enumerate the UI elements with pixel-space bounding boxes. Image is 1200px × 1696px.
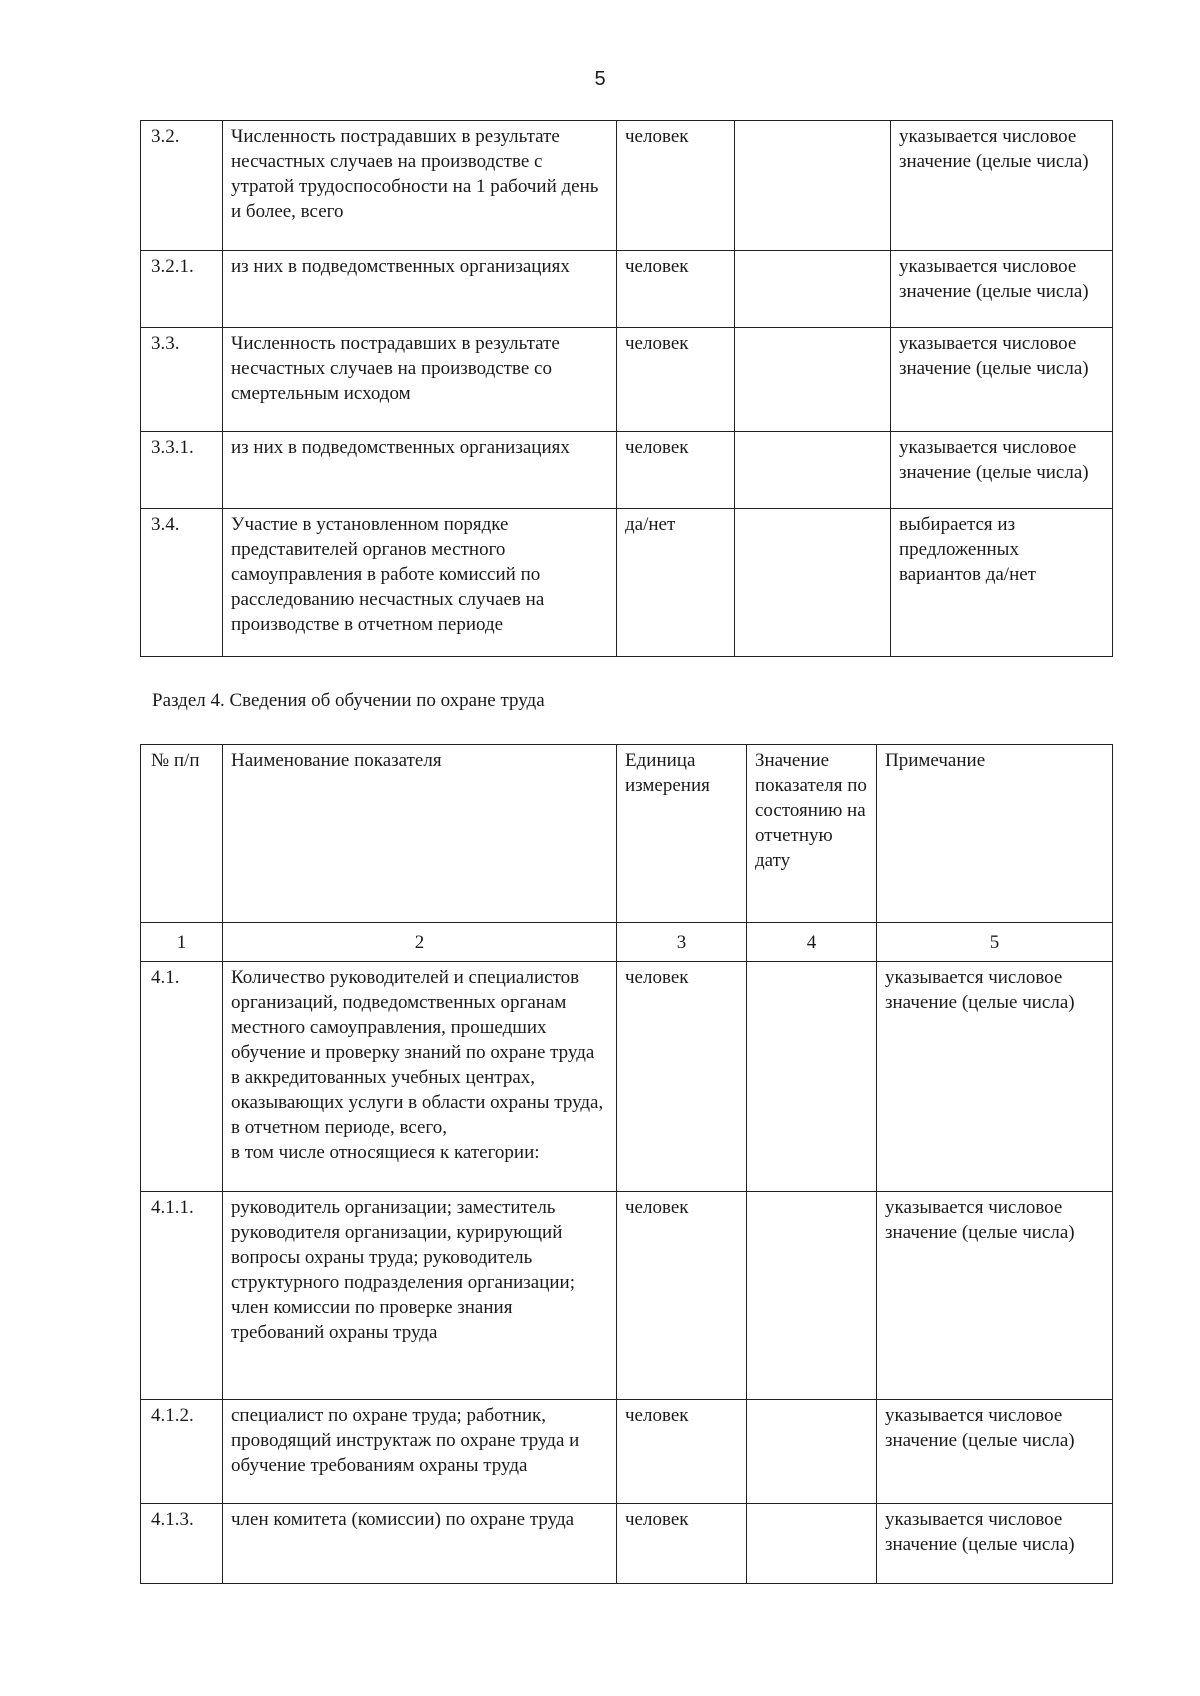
indicator-name: Численность пострадавших в результате несчастных случаев на производстве со смертельным исходом xyxy=(223,328,617,432)
table-row xyxy=(141,509,1113,657)
column-number: 4 xyxy=(747,923,877,962)
row-number: 3.4. xyxy=(141,509,223,657)
note-cell: указывается числовое значение (целые числа) xyxy=(877,1192,1113,1400)
value-cell xyxy=(735,251,891,328)
row-number: 3.3. xyxy=(141,328,223,432)
note-cell: указывается числовое значение (целые числа) xyxy=(891,121,1113,251)
header-value: Значение показателя по состоянию на отчетную дату xyxy=(747,745,877,923)
value-cell xyxy=(747,1400,877,1504)
page-number: 5 xyxy=(594,68,606,90)
indicator-name: член комитета (комиссии) по охране труда xyxy=(223,1504,617,1584)
unit-cell: да/нет xyxy=(617,509,735,657)
indicator-name: из них в подведомственных организациях xyxy=(223,432,617,509)
unit-cell: человек xyxy=(617,962,747,1192)
section-title: Раздел 4. Сведения об обучении по охране труда xyxy=(152,690,545,711)
table-section3-continued xyxy=(140,120,1113,657)
unit-cell: человек xyxy=(617,251,735,328)
table-row xyxy=(141,1400,1113,1504)
value-cell xyxy=(735,328,891,432)
column-number: 5 xyxy=(877,923,1113,962)
note-cell: выбирается из предложенных вариантов да/нет xyxy=(891,509,1113,657)
unit-cell: человек xyxy=(617,328,735,432)
table-section4 xyxy=(140,744,1113,1584)
indicator-name: Численность пострадавших в результате несчастных случаев на производстве с утратой трудоспособности на 1 рабочий день и более, всего xyxy=(223,121,617,251)
note-cell: указывается числовое значение (целые числа) xyxy=(891,328,1113,432)
column-number-row xyxy=(141,923,1113,962)
table-header-row xyxy=(141,745,1113,923)
value-cell xyxy=(747,962,877,1192)
table-row xyxy=(141,328,1113,432)
value-cell xyxy=(735,509,891,657)
indicator-name: специалист по охране труда; работник, проводящий инструктаж по охране труда и обучение требованиям охраны труда xyxy=(223,1400,617,1504)
indicator-name-main: Количество руководителей и специалистов организаций, подведомственных органам местного самоуправления, прошедших обучение и проверку знаний по охране труда в аккредитованных учебных центрах, оказывающих услуги в области охраны труда, в отчетном периоде, всего, xyxy=(231,967,604,1138)
row-number: 4.1.2. xyxy=(141,1400,223,1504)
header-name: Наименование показателя xyxy=(223,745,617,923)
indicator-name: руководитель организации; заместитель руководителя организации, курирующий вопросы охраны труда; руководитель структурного подразделения организации; член комиссии по проверке знания требований охраны труда xyxy=(223,1192,617,1400)
table-row xyxy=(141,962,1113,1192)
unit-cell: человек xyxy=(617,432,735,509)
note-cell: указывается числовое значение (целые числа) xyxy=(891,251,1113,328)
row-number: 3.2. xyxy=(141,121,223,251)
row-number: 4.1.1. xyxy=(141,1192,223,1400)
table-row xyxy=(141,121,1113,251)
row-number: 3.2.1. xyxy=(141,251,223,328)
table-row xyxy=(141,432,1113,509)
indicator-name-extra: в том числе относящиеся к категории: xyxy=(231,1142,540,1163)
indicator-name xyxy=(223,962,617,1192)
value-cell xyxy=(735,121,891,251)
row-number: 4.1.3. xyxy=(141,1504,223,1584)
header-unit: Единица измерения xyxy=(617,745,747,923)
value-cell xyxy=(735,432,891,509)
column-number: 3 xyxy=(617,923,747,962)
table-row xyxy=(141,1504,1113,1584)
table-row xyxy=(141,1192,1113,1400)
note-cell: указывается числовое значение (целые числа) xyxy=(877,962,1113,1192)
row-number: 4.1. xyxy=(141,962,223,1192)
note-cell: указывается числовое значение (целые числа) xyxy=(877,1400,1113,1504)
table-row xyxy=(141,251,1113,328)
unit-cell: человек xyxy=(617,121,735,251)
indicator-name: Участие в установленном порядке представителей органов местного самоуправления в работе комиссий по расследованию несчастных случаев на производстве в отчетном периоде xyxy=(223,509,617,657)
header-num: № п/п xyxy=(141,745,223,923)
indicator-name: из них в подведомственных организациях xyxy=(223,251,617,328)
value-cell xyxy=(747,1192,877,1400)
column-number: 2 xyxy=(223,923,617,962)
header-note: Примечание xyxy=(877,745,1113,923)
value-cell xyxy=(747,1504,877,1584)
row-number: 3.3.1. xyxy=(141,432,223,509)
unit-cell: человек xyxy=(617,1504,747,1584)
unit-cell: человек xyxy=(617,1192,747,1400)
note-cell: указывается числовое значение (целые числа) xyxy=(891,432,1113,509)
column-number: 1 xyxy=(141,923,223,962)
unit-cell: человек xyxy=(617,1400,747,1504)
note-cell: указывается числовое значение (целые числа) xyxy=(877,1504,1113,1584)
